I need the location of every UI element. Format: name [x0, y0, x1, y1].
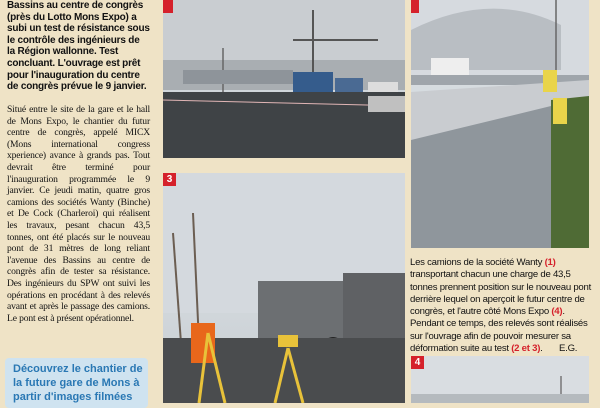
photo-bridge-trucks — [163, 0, 405, 158]
article-body: Situé entre le site de la gare et le hall de Mons Expo, le chantier du futur centre de congrès, appelé MICX (Mons international congress xperience) avance à grands pas. Tout devrait être terminé pour l'inauguration programmée le 9 janvier. Ce jeudi matin, quatre gros camions des sociétés Wanty (Binche) et De Cock (Charleroi) qui réalisent les travaux, pesant chacun 43,5 tonnes, ont été placés sur le nouveau pont de 31 mètres de long reliant l'avenue des Bassins au centre de congrès afin de tester sa résistance. Des ingénieurs du SPW ont suivi les opérations en procédant à des relevés avant et après le passage des camions. Le pont est à présent opérationnel. — [7, 104, 150, 324]
photo-number-badge — [163, 0, 173, 13]
promo-box[interactable] — [5, 358, 148, 408]
promo-text[interactable]: Découvrez le chantier de la future gare de Mons à partir d'images filmées — [13, 363, 143, 403]
photo-caption — [410, 257, 593, 355]
caption-text: transportant chacun une charge de 43,5 tonnes prennent position sur le nouveau pont derrière lequel on aperçoit le futur centre de congrès, et l'autre côté Mons Expo — [410, 269, 592, 318]
caption-text: . Pendant ce temps, des relevés sont réalisés sur l'ouvrage afin de pouvoir mesurer sa déformation suite au test — [410, 306, 588, 355]
caption-text: Les camions de la société Wanty — [410, 257, 545, 268]
caption-ref-4: (4) — [551, 306, 563, 318]
caption-ref-1: (1) — [544, 257, 556, 268]
caption-ref-2-3: (2 et 3) — [511, 343, 541, 355]
photo-bridge-side-image — [411, 0, 589, 248]
caption-author: E.G. — [559, 343, 578, 355]
photo-expo — [411, 356, 589, 403]
photo-bridge-trucks-image — [163, 0, 405, 158]
photo-number-badge — [411, 0, 419, 13]
photo-number-badge: 3 — [163, 173, 176, 186]
caption-text: . — [540, 343, 543, 355]
photo-surveyors — [163, 173, 405, 403]
photo-expo-image — [411, 356, 589, 403]
article-lead: Bassins au centre de congrès (près du Lotto Mons Expo) a subi un test de résistance sous le contrôle des ingénieurs de la Région wallonne. Test concluant. L'ouvrage est prêt pour l'inauguration du centre de congrès prévue le 9 janvier. — [7, 0, 150, 93]
photo-surveyors-image — [163, 173, 405, 403]
photo-bridge-side — [411, 0, 589, 248]
photo-number-badge: 4 — [411, 356, 424, 369]
article-text-column — [0, 0, 152, 403]
